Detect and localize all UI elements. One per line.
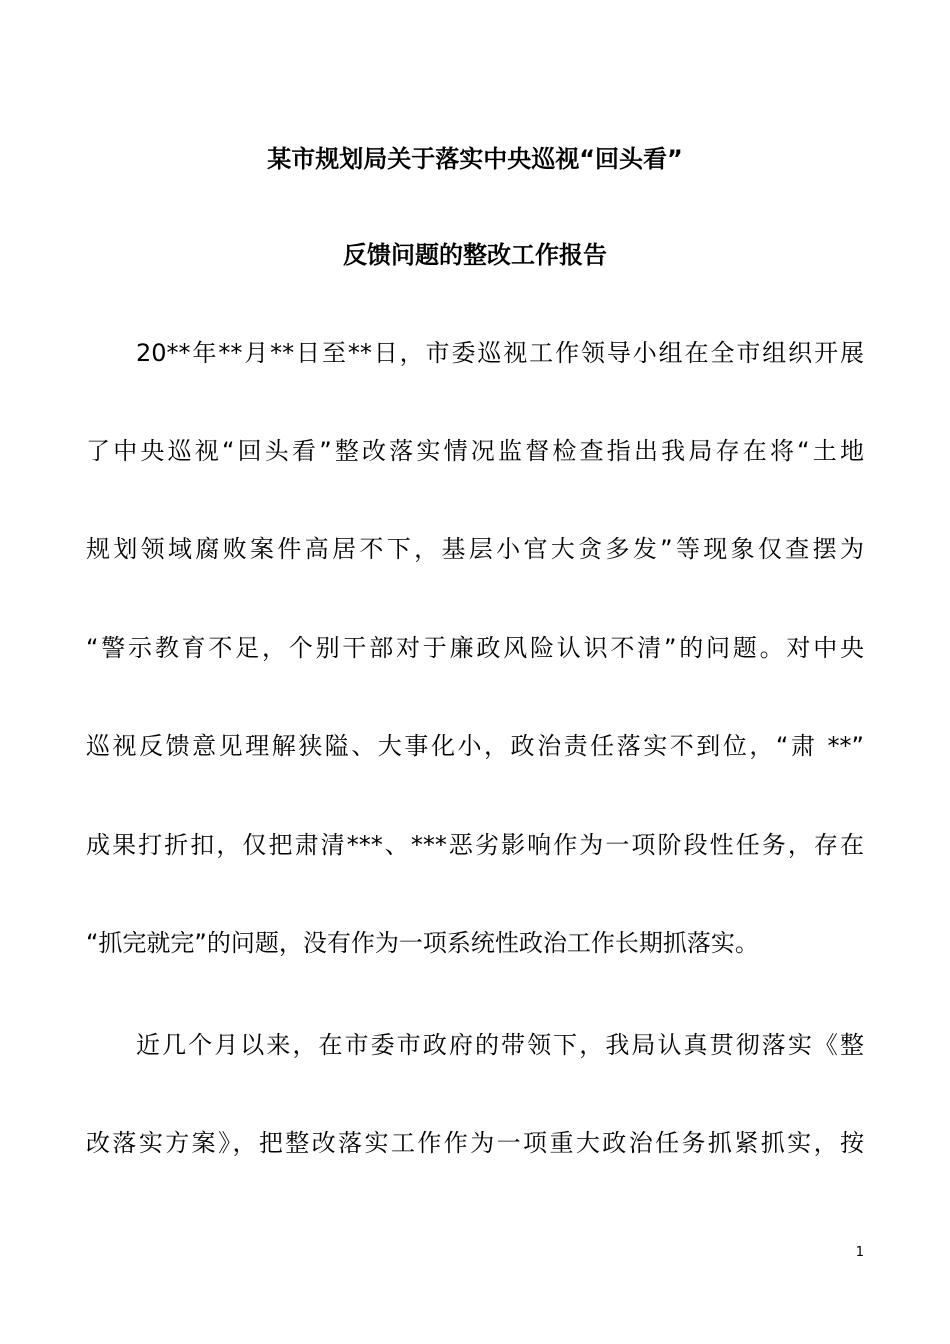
paragraph-line: 规划领域腐败案件高居不下，基层小官大贪多发”等现象仅查摆为	[86, 535, 864, 563]
paragraph-line: 20**年**月**日至**日，市委巡视工作领导小组在全市组织开展	[136, 339, 864, 367]
paragraph-line: 巡视反馈意见理解狭隘、大事化小，政治责任落实不到位，“肃 **”	[86, 732, 864, 760]
paragraph-line: 了中央巡视“回头看”整改落实情况监督检查指出我局存在将“土地	[86, 437, 864, 465]
document-title-line-1: 某市规划局关于落实中央巡视“回头看”	[267, 145, 683, 173]
document-title-line-2: 反馈问题的整改工作报告	[343, 241, 607, 269]
paragraph-line: 改落实方案》，把整改落实工作作为一项重大政治任务抓紧抓实，按	[86, 1129, 864, 1157]
paragraph-line: “警示教育不足，个别干部对于廉政风险认识不清”的问题。对中央	[86, 634, 864, 662]
paragraph-line: “抓完就完”的问题，没有作为一项系统性政治工作长期抓落实。	[86, 929, 759, 957]
paragraph-line: 近几个月以来，在市委市政府的带领下，我局认真贯彻落实《整	[136, 1031, 864, 1059]
page-number: 1	[855, 1245, 864, 1260]
paragraph-line: 成果打折扣，仅把肃清***、***恶劣影响作为一项阶段性任务，存在	[86, 831, 864, 859]
